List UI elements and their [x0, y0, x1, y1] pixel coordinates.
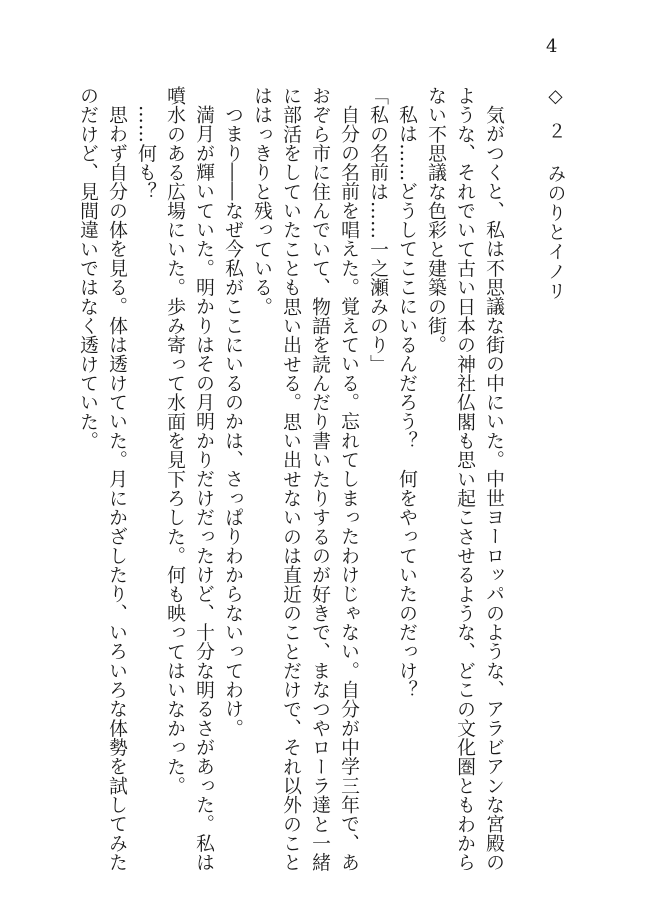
paragraph: 気がつくと、私は不思議な街の中にいた。中世ヨーロッパのような、アラビアンな宮殿のような、それでいて古い日本の神社仏閣も思い起こさせるような、どこの文化圏ともわからない不思議な色彩と建築の街。	[425, 86, 504, 872]
paragraph: つまり――なぜ今私がここにいるのかは、さっぱりわからないってわけ。	[222, 104, 243, 738]
paragraph: 「私の名前は……一之瀬みのり」	[367, 86, 388, 374]
page-number: 4	[546, 36, 558, 57]
chapter-number: ２	[545, 121, 566, 141]
paragraph: 私は……どうしてここにいるんだろう？ 何をやっていたのだっけ？	[396, 104, 417, 699]
paragraph: ……何も？	[135, 104, 156, 201]
diamond-icon: ◇	[545, 86, 566, 109]
chapter-title: みのりとイノリ	[545, 163, 566, 302]
paragraph: 思わず自分の体を見る。体は透けていた。月にかざしたり、いろいろな体勢を試してみたのだけど、見間違いではなく透けていた。	[77, 86, 127, 872]
body-text	[77, 86, 508, 876]
paragraph: 自分の名前を唱えた。覚えている。忘れてしまったわけじゃない。自分が中学三年で、あおぞら市に住んでいて、物語を読んだり書いたりするのが好きで、まなつやローラ達と一緒に部活をしていたことも思い出せる。思い出せないのは直近のことだけで、それ以外のことははっきりと残っている。	[251, 86, 359, 872]
paragraph: 満月が輝いていた。明かりはその月明かりだけだったけど、十分な明るさがあった。私は噴水のある広場にいた。歩み寄って水面を見下ろした。何も映ってはいなかった。	[164, 86, 214, 872]
chapter-heading	[540, 86, 570, 301]
